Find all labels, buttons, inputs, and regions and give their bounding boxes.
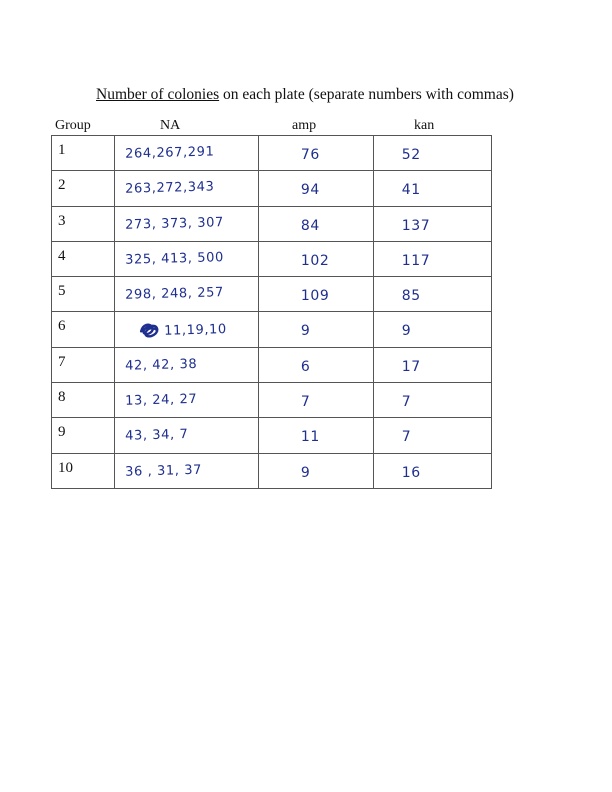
table-body [52, 136, 492, 489]
group-cell: 5 [52, 277, 115, 312]
group-cell: 2 [52, 171, 115, 206]
title-rest-text: on each plate (separate numbers with commas) [219, 86, 514, 103]
amp-cell[interactable] [258, 206, 373, 241]
handwritten-amp-value: 7 [300, 394, 311, 411]
na-cell[interactable] [114, 277, 258, 312]
table-row [52, 383, 492, 418]
amp-cell[interactable] [258, 418, 373, 453]
group-cell: 10 [52, 453, 115, 488]
na-cell[interactable] [114, 347, 258, 382]
handwritten-kan-value: 7 [401, 429, 412, 446]
handwritten-kan-value: 117 [401, 252, 431, 269]
handwritten-na-value: 42, 42, 38 [124, 356, 198, 374]
table-row [52, 136, 492, 171]
handwritten-amp-value: 102 [300, 252, 330, 269]
amp-cell[interactable] [258, 312, 373, 347]
amp-cell[interactable] [258, 277, 373, 312]
group-cell: 9 [52, 418, 115, 453]
group-cell: 3 [52, 206, 115, 241]
table-row [52, 418, 492, 453]
na-cell[interactable] [114, 418, 258, 453]
kan-cell[interactable] [373, 383, 491, 418]
amp-cell[interactable] [258, 453, 373, 488]
table-row [52, 206, 492, 241]
handwritten-kan-value: 137 [401, 217, 431, 234]
column-header-amp: amp [292, 118, 317, 133]
scribble-mark-icon [139, 322, 161, 339]
group-cell: 6 [52, 312, 115, 347]
handwritten-na-value: 273, 373, 307 [124, 214, 224, 233]
handwritten-kan-value: 7 [401, 394, 412, 411]
kan-cell[interactable] [373, 136, 491, 171]
table-row [52, 347, 492, 382]
column-header-kan: kan [414, 118, 435, 133]
handwritten-amp-value: 6 [300, 358, 311, 375]
handwritten-na-value: 325, 413, 500 [124, 250, 224, 268]
amp-cell[interactable] [258, 241, 373, 276]
amp-cell[interactable] [258, 171, 373, 206]
handwritten-amp-value: 9 [300, 464, 311, 481]
kan-cell[interactable] [373, 453, 491, 488]
column-header-na: NA [160, 118, 181, 133]
table-row [52, 241, 492, 276]
handwritten-na-value: 264,267,291 [124, 144, 215, 162]
group-cell: 1 [52, 136, 115, 171]
kan-cell[interactable] [373, 312, 491, 347]
kan-cell[interactable] [373, 418, 491, 453]
kan-cell[interactable] [373, 206, 491, 241]
handwritten-na-value: 263,272,343 [124, 179, 215, 198]
table-row [52, 277, 492, 312]
na-cell[interactable] [114, 312, 258, 347]
na-cell[interactable] [114, 241, 258, 276]
handwritten-amp-value: 109 [300, 288, 330, 305]
handwritten-kan-value: 9 [401, 323, 412, 340]
handwritten-na-value: 36 , 31, 37 [124, 462, 203, 480]
kan-cell[interactable] [373, 277, 491, 312]
handwritten-amp-value: 94 [300, 182, 320, 199]
na-cell[interactable] [114, 383, 258, 418]
column-header-group: Group [55, 118, 91, 133]
table-row [52, 453, 492, 488]
na-cell[interactable] [114, 206, 258, 241]
handwritten-amp-value: 76 [300, 147, 320, 163]
na-cell[interactable] [114, 453, 258, 488]
kan-cell[interactable] [373, 241, 491, 276]
handwritten-na-text: 11,19,10 [163, 322, 227, 340]
title-underlined-text: Number of colonies [96, 86, 220, 103]
handwritten-na-value [114, 309, 258, 341]
group-cell: 7 [52, 347, 115, 382]
handwritten-kan-value: 52 [401, 147, 421, 163]
handwritten-amp-value: 11 [300, 429, 320, 446]
group-cell: 4 [52, 241, 115, 276]
group-cell: 8 [52, 383, 115, 418]
handwritten-kan-value: 17 [401, 358, 421, 375]
amp-cell[interactable] [258, 383, 373, 418]
handwritten-na-value: 298, 248, 257 [124, 285, 224, 303]
kan-cell[interactable] [373, 347, 491, 382]
kan-cell[interactable] [373, 171, 491, 206]
na-cell[interactable] [114, 136, 258, 171]
handwritten-kan-value: 16 [401, 464, 421, 481]
amp-cell[interactable] [258, 347, 373, 382]
handwritten-na-value: 43, 34, 7 [124, 427, 189, 445]
handwritten-na-value: 13, 24, 27 [124, 391, 198, 409]
handwritten-kan-value: 85 [401, 288, 421, 305]
na-cell[interactable] [114, 171, 258, 206]
handwritten-kan-value: 41 [401, 182, 421, 199]
page-title [96, 86, 514, 104]
amp-cell[interactable] [258, 136, 373, 171]
handwritten-amp-value: 9 [300, 323, 311, 340]
table-row [52, 312, 492, 347]
handwritten-amp-value: 84 [300, 217, 320, 234]
colony-count-table [51, 135, 492, 489]
table-row [52, 171, 492, 206]
